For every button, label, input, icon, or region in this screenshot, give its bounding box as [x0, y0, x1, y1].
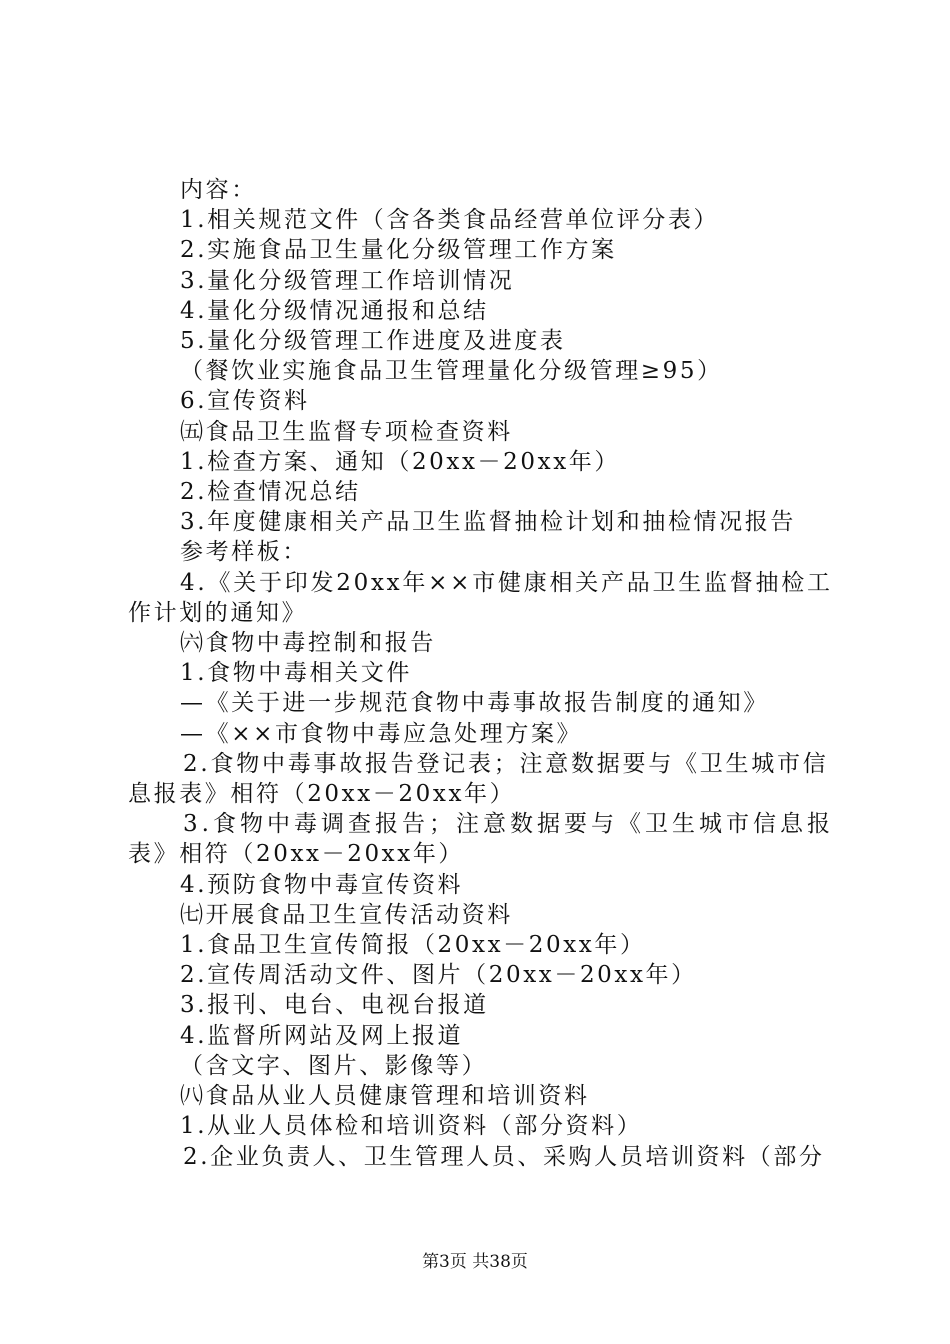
- text-line: 内容：: [180, 177, 257, 203]
- text-line: 3.年度健康相关产品卫生监督抽检计划和抽检情况报告: [180, 509, 796, 536]
- text-line: 参考样板：: [180, 539, 308, 566]
- text-line: —《××市食物中毒应急处理方案》: [180, 720, 583, 747]
- text-line: （餐饮业实施食品卫生管理量化分级管理≥95）: [180, 358, 723, 385]
- text-line: 4.《关于印发20xx年××市健康相关产品卫生监督抽检工: [180, 569, 833, 596]
- section-heading: ㈦开展食品卫生宣传活动资料: [180, 901, 513, 928]
- text-line: 息报表》相符（20xx－20xx年）: [128, 781, 516, 808]
- text-line: 3.量化分级管理工作培训情况: [180, 267, 515, 294]
- text-line: 1.食品卫生宣传简报（20xx－20xx年）: [180, 932, 646, 959]
- text-line: 1.从业人员体检和培训资料（部分资料）: [180, 1113, 643, 1140]
- text-line: 2.宣传周活动文件、图片（20xx－20xx年）: [180, 962, 697, 989]
- text-line: 4.预防食物中毒宣传资料: [180, 871, 464, 898]
- text-line: 1.相关规范文件（含各类食品经营单位评分表）: [180, 207, 720, 234]
- text-line: 2.食物中毒事故报告登记表；注意数据要与《卫生城市信: [183, 750, 829, 777]
- section-heading: ㈥食物中毒控制和报告: [180, 630, 436, 657]
- document-body: [128, 175, 834, 1172]
- text-line: 5.量化分级管理工作进度及进度表: [180, 328, 566, 355]
- text-line: 作计划的通知》: [128, 599, 308, 626]
- text-line: 表》相符（20xx－20xx年）: [128, 841, 465, 868]
- text-line: 2.实施食品卫生量化分级管理工作方案: [180, 237, 617, 264]
- text-line: 4.量化分级情况通报和总结: [180, 297, 489, 324]
- page-footer: 第3页 共38页: [422, 1252, 528, 1272]
- text-line: 3.食物中毒调查报告；注意数据要与《卫生城市信息报: [183, 811, 834, 838]
- text-line: 3.报刊、电台、电视台报道: [180, 992, 489, 1019]
- section-heading: ㈤食品卫生监督专项检查资料: [180, 418, 513, 445]
- text-line: （含文字、图片、影像等）: [180, 1052, 488, 1079]
- text-line: 2.企业负责人、卫生管理人员、采购人员培训资料（部分: [183, 1143, 825, 1170]
- text-line: 6.宣传资料: [180, 388, 310, 415]
- text-line: 4.监督所网站及网上报道: [180, 1022, 464, 1049]
- section-heading: ㈧食品从业人员健康管理和培训资料: [180, 1083, 590, 1110]
- text-line: 2.检查情况总结: [180, 479, 361, 506]
- text-line: —《关于进一步规范食物中毒事故报告制度的通知》: [180, 690, 769, 717]
- text-line: 1.食物中毒相关文件: [180, 660, 412, 687]
- text-line: 1.检查方案、通知（20xx－20xx年）: [180, 448, 620, 475]
